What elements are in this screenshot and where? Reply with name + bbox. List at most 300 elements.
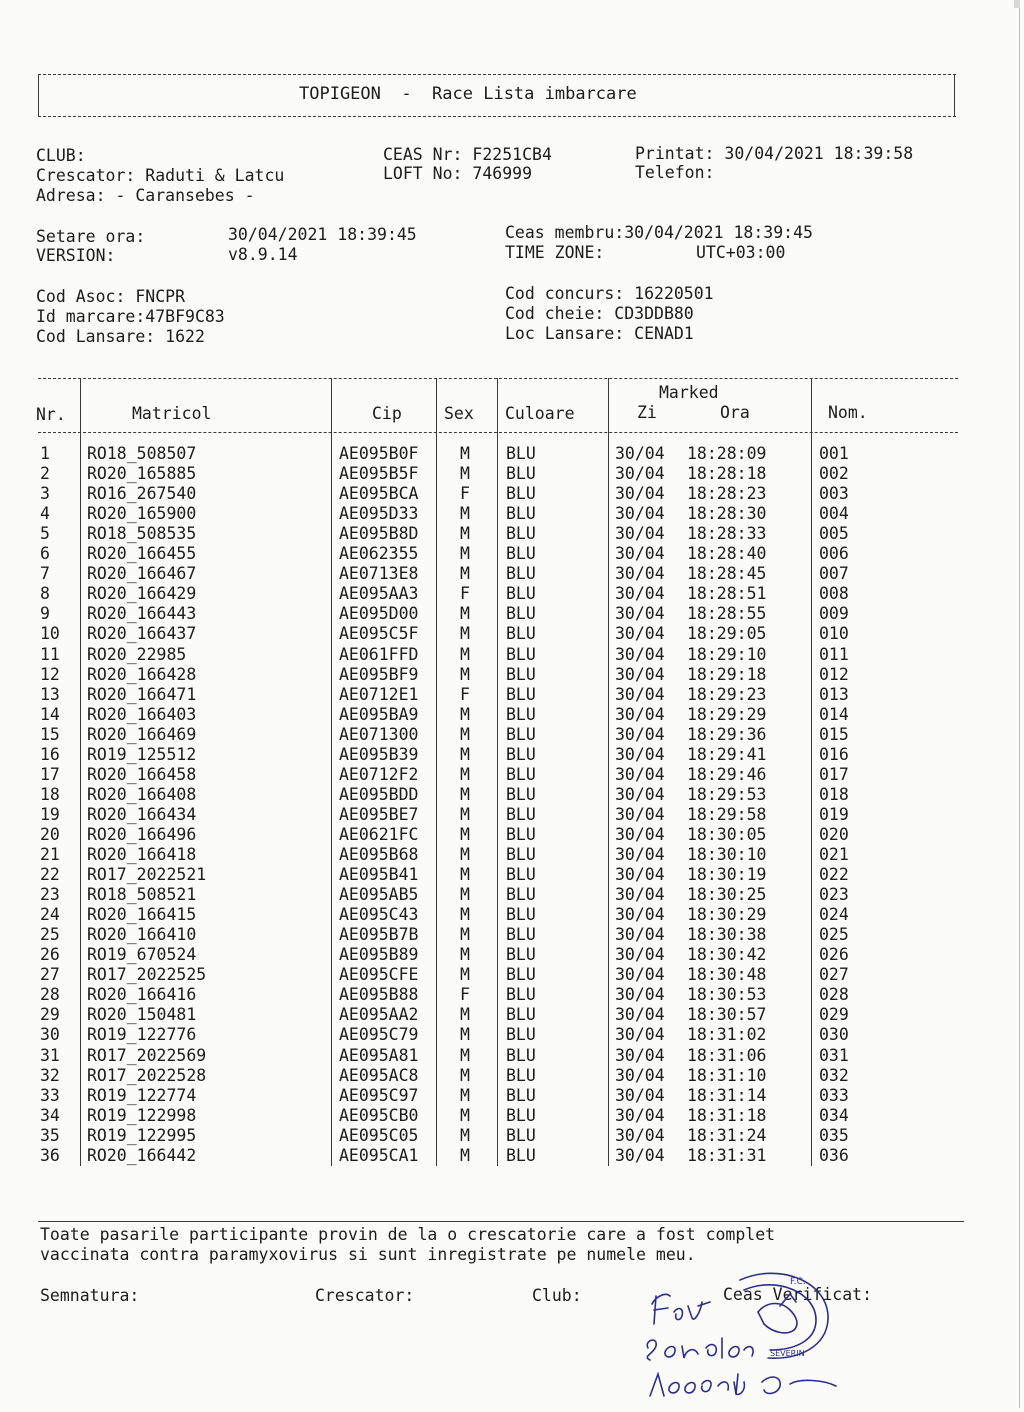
cell-cip: AE095B39 [339,744,419,764]
cell-nom: 032 [819,1065,849,1085]
table-row [0,745,1024,765]
cell-nom: 029 [819,1005,849,1025]
cell-matricol: RO20_166408 [87,784,197,804]
cell-cip: AE095D33 [339,504,419,524]
table-row [0,665,1024,685]
cell-zi: 30/04 [615,1005,665,1025]
cell-nom: 003 [819,484,849,504]
cell-zi: 30/04 [615,624,665,644]
cell-zi: 30/04 [615,1065,665,1085]
cell-cip: AE095BE7 [339,804,419,824]
cell-cip: AE095C5F [339,624,419,644]
cell-matricol: RO20_165885 [87,464,197,484]
cell-zi: 30/04 [615,985,665,1005]
cell-nom: 021 [819,845,849,864]
cell-culoare: BLU [506,764,536,784]
cell-sex: M [460,724,470,744]
cell-ora: 18:31:14 [687,1085,767,1105]
crescator-info: Crescator: Raduti & Latcu [36,166,285,185]
cell-cip: AE095C79 [339,1025,419,1045]
cell-nr: 11 [40,644,60,664]
setare-ora-label: Setare ora: [36,227,146,246]
cell-cip: AE0712F2 [339,764,419,784]
version-label: VERSION: [36,246,116,265]
table-row [0,885,1024,905]
time-zone-label: TIME ZONE: [505,243,605,262]
cell-culoare: BLU [506,624,536,644]
cell-sex: M [460,664,470,684]
cell-ora: 18:29:53 [687,784,767,804]
cell-sex: M [460,865,470,885]
cell-cip: AE095D00 [339,604,419,624]
cell-culoare: BLU [506,1065,536,1085]
cell-matricol: RO20_166458 [87,764,197,784]
cell-ora: 18:31:24 [687,1125,767,1145]
table-row [0,524,1024,544]
club-footer-label: Club: [532,1286,582,1305]
cell-nom: 007 [819,564,849,584]
cell-culoare: BLU [506,644,536,664]
title-frame-top [38,74,956,75]
cell-nr: 35 [40,1125,60,1145]
cell-culoare: BLU [506,1045,536,1065]
cell-ora: 18:29:29 [687,704,767,724]
cell-sex: M [460,804,470,824]
cell-sex: M [460,784,470,804]
cell-matricol: RO20_165900 [87,504,197,524]
cell-matricol: RO17_2022528 [87,1065,207,1085]
cell-sex: M [460,444,470,463]
stamp-seal-fc: F.C. [790,1277,806,1287]
cell-matricol: RO20_166442 [87,1145,197,1165]
cell-ora: 18:29:36 [687,724,767,744]
cod-concurs: Cod concurs: 16220501 [505,284,714,303]
cell-nom: 033 [819,1085,849,1105]
cell-culoare: BLU [506,1145,536,1165]
cell-matricol: RO18_508535 [87,524,197,544]
cell-nom: 012 [819,664,849,684]
cell-matricol: RO17_2022569 [87,1045,207,1065]
cell-ora: 18:29:41 [687,744,767,764]
table-row [0,504,1024,524]
cell-nr: 7 [40,564,50,584]
table-row [0,865,1024,885]
table-row [0,464,1024,484]
cell-nom: 008 [819,584,849,604]
cell-cip: AE095C43 [339,905,419,925]
cell-culoare: BLU [506,804,536,824]
table-row [0,604,1024,624]
cell-culoare: BLU [506,865,536,885]
semnatura-label: Semnatura: [40,1286,140,1305]
cell-nr: 4 [40,504,50,524]
table-row [0,584,1024,604]
cell-sex: M [460,764,470,784]
cell-sex: F [460,584,470,604]
title-frame-right [954,74,955,116]
cell-zi: 30/04 [615,1145,665,1165]
cell-nom: 035 [819,1125,849,1145]
table-row [0,624,1024,644]
cell-nr: 5 [40,524,50,544]
cell-nr: 22 [40,865,60,885]
cell-sex: M [460,464,470,484]
cell-ora: 18:31:02 [687,1025,767,1045]
cell-cip: AE095BF9 [339,664,419,684]
cell-nom: 020 [819,824,849,844]
cell-cip: AE062355 [339,544,419,564]
cell-sex: F [460,684,470,704]
table-row [0,1025,1024,1045]
cell-zi: 30/04 [615,704,665,724]
cell-nr: 36 [40,1145,60,1165]
cell-nr: 14 [40,704,60,724]
cell-zi: 30/04 [615,1025,665,1045]
cell-matricol: RO20_166469 [87,724,197,744]
cell-culoare: BLU [506,1005,536,1025]
cell-nr: 10 [40,624,60,644]
cell-nom: 023 [819,885,849,905]
cell-sex: M [460,604,470,624]
cell-culoare: BLU [506,444,536,463]
verification-stamp [640,1262,860,1408]
cell-ora: 18:30:29 [687,905,767,925]
cell-ora: 18:28:33 [687,524,767,544]
cell-nr: 16 [40,744,60,764]
cell-matricol: RO20_166415 [87,905,197,925]
cell-cip: AE095CFE [339,965,419,985]
cell-cip: AE0713E8 [339,564,419,584]
ceas-nr: CEAS Nr: F2251CB4 [383,145,552,164]
cell-nom: 009 [819,604,849,624]
cod-asoc: Cod Asoc: FNCPR [36,287,186,306]
table-row [0,484,1024,504]
page-title: TOPIGEON - Race Lista imbarcare [299,84,637,104]
table-row [0,1146,1024,1166]
cell-zi: 30/04 [615,724,665,744]
cell-culoare: BLU [506,1085,536,1105]
cell-culoare: BLU [506,524,536,544]
cell-zi: 30/04 [615,1125,665,1145]
cell-nom: 025 [819,925,849,945]
table-row [0,685,1024,705]
table-row [0,725,1024,745]
cell-culoare: BLU [506,544,536,564]
cell-cip: AE095B68 [339,845,419,864]
cell-zi: 30/04 [615,865,665,885]
cell-nom: 015 [819,724,849,744]
cell-cip: AE095AA2 [339,1005,419,1025]
table-row [0,564,1024,584]
cell-ora: 18:29:58 [687,804,767,824]
cell-matricol: RO20_166471 [87,684,197,704]
statement-line-2: vaccinata contra paramyxovirus si sunt inregistrate pe numele meu. [40,1245,696,1264]
footer-rule [38,1221,964,1222]
cell-zi: 30/04 [615,584,665,604]
cell-ora: 18:28:30 [687,504,767,524]
table-row [0,805,1024,825]
cell-cip: AE061FFD [339,644,419,664]
cell-nom: 001 [819,444,849,463]
cell-nom: 006 [819,544,849,564]
cell-matricol: RO20_166467 [87,564,197,584]
cell-nr: 27 [40,965,60,985]
cell-sex: M [460,704,470,724]
cell-zi: 30/04 [615,464,665,484]
cell-ora: 18:28:09 [687,444,767,463]
cell-matricol: RO19_122998 [87,1105,197,1125]
cell-sex: M [460,1025,470,1045]
cell-zi: 30/04 [615,744,665,764]
cell-matricol: RO18_508507 [87,444,197,463]
cell-matricol: RO19_670524 [87,945,197,965]
cell-cip: AE095AC8 [339,1065,419,1085]
table-row [0,985,1024,1005]
cell-culoare: BLU [506,684,536,704]
cell-nom: 027 [819,965,849,985]
cell-nr: 28 [40,985,60,1005]
header-nr: Nr. [36,405,66,424]
table-row [0,1106,1024,1126]
cell-sex: M [460,1105,470,1125]
cell-zi: 30/04 [615,664,665,684]
telefon: Telefon: [635,163,715,182]
cell-nom: 036 [819,1145,849,1165]
cell-sex: M [460,1125,470,1145]
cell-sex: M [460,644,470,664]
cell-culoare: BLU [506,504,536,524]
cell-nom: 024 [819,905,849,925]
cell-matricol: RO17_2022521 [87,865,207,885]
header-culoare: Culoare [505,404,575,423]
cell-sex: M [460,885,470,905]
cell-culoare: BLU [506,724,536,744]
cell-nom: 034 [819,1105,849,1125]
table-row [0,825,1024,845]
cell-zi: 30/04 [615,945,665,965]
cell-sex: F [460,484,470,504]
cell-nom: 013 [819,684,849,704]
cell-nr: 23 [40,885,60,905]
cell-zi: 30/04 [615,604,665,624]
cell-nom: 028 [819,985,849,1005]
cell-nom: 016 [819,744,849,764]
printat: Printat: 30/04/2021 18:39:58 [635,144,914,163]
cell-matricol: RO19_122776 [87,1025,197,1045]
cell-nr: 3 [40,484,50,504]
cell-culoare: BLU [506,464,536,484]
cell-sex: M [460,1145,470,1165]
cell-matricol: RO20_166443 [87,604,197,624]
cell-ora: 18:30:05 [687,824,767,844]
cell-ora: 18:28:51 [687,584,767,604]
cell-nom: 011 [819,644,849,664]
cell-ora: 18:28:18 [687,464,767,484]
cell-sex: M [460,1085,470,1105]
cell-sex: M [460,845,470,864]
cell-sex: M [460,1065,470,1085]
cell-sex: M [460,824,470,844]
cell-ora: 18:28:45 [687,564,767,584]
cell-nom: 005 [819,524,849,544]
cell-nr: 29 [40,1005,60,1025]
cell-matricol: RO19_125512 [87,744,197,764]
cell-ora: 18:28:23 [687,484,767,504]
statement-line-1: Toate pasarile participante provin de la o crescatorie care a fost complet [40,1225,776,1244]
cell-culoare: BLU [506,1105,536,1125]
cell-nom: 030 [819,1025,849,1045]
cell-ora: 18:31:31 [687,1145,767,1165]
cell-nr: 21 [40,845,60,864]
cell-nr: 8 [40,584,50,604]
cell-culoare: BLU [506,664,536,684]
cell-nr: 13 [40,684,60,704]
time-zone-value: UTC+03:00 [696,243,786,262]
header-nom: Nom. [828,403,868,422]
table-top-rule [38,378,958,379]
cell-nr: 34 [40,1105,60,1125]
cell-matricol: RO20_166496 [87,824,197,844]
cell-culoare: BLU [506,564,536,584]
cell-matricol: RO20_166418 [87,845,197,864]
cell-ora: 18:30:57 [687,1005,767,1025]
cell-nom: 014 [819,704,849,724]
scan-mark [1014,0,1020,8]
cell-matricol: RO16_267540 [87,484,197,504]
cell-nr: 6 [40,544,50,564]
cell-cip: AE071300 [339,724,419,744]
table-row [0,1005,1024,1025]
cell-culoare: BLU [506,945,536,965]
cell-nom: 017 [819,764,849,784]
cell-ora: 18:31:18 [687,1105,767,1125]
cell-nr: 20 [40,824,60,844]
table-row [0,705,1024,725]
cell-ora: 18:30:25 [687,885,767,905]
table-row [0,765,1024,785]
cell-zi: 30/04 [615,824,665,844]
cell-zi: 30/04 [615,524,665,544]
cell-ora: 18:30:53 [687,985,767,1005]
title-frame-left [38,74,39,116]
cell-zi: 30/04 [615,845,665,864]
cell-sex: M [460,1005,470,1025]
cell-zi: 30/04 [615,784,665,804]
cell-nr: 30 [40,1025,60,1045]
cell-nr: 17 [40,764,60,784]
cell-matricol: RO20_166428 [87,664,197,684]
header-zi: Zi [637,403,657,422]
cell-nom: 018 [819,784,849,804]
header-matricol: Matricol [132,404,212,423]
cell-zi: 30/04 [615,484,665,504]
cell-nr: 15 [40,724,60,744]
cell-cip: AE0621FC [339,824,419,844]
cell-zi: 30/04 [615,925,665,945]
cell-cip: AE095CB0 [339,1105,419,1125]
cell-sex: M [460,925,470,945]
table-row [0,1126,1024,1146]
header-sex: Sex [444,404,474,423]
cell-ora: 18:29:46 [687,764,767,784]
cell-sex: F [460,985,470,1005]
cell-culoare: BLU [506,604,536,624]
title-frame-bottom [38,116,956,117]
cell-cip: AE095AB5 [339,885,419,905]
cell-ora: 18:29:18 [687,664,767,684]
cell-nom: 004 [819,504,849,524]
cell-ora: 18:30:10 [687,845,767,864]
cell-zi: 30/04 [615,444,665,463]
header-cip: Cip [372,404,402,423]
cell-ora: 18:28:40 [687,544,767,564]
cell-nom: 010 [819,624,849,644]
cell-zi: 30/04 [615,564,665,584]
table-header-rule [38,432,958,433]
cell-matricol: RO19_122774 [87,1085,197,1105]
cell-ora: 18:30:48 [687,965,767,985]
cell-ora: 18:30:38 [687,925,767,945]
cell-zi: 30/04 [615,905,665,925]
cell-matricol: RO19_122995 [87,1125,197,1145]
cell-zi: 30/04 [615,965,665,985]
cell-nr: 18 [40,784,60,804]
cell-ora: 18:29:10 [687,644,767,664]
cell-cip: AE0712E1 [339,684,419,704]
cell-zi: 30/04 [615,684,665,704]
cell-nr: 9 [40,604,50,624]
cell-nr: 24 [40,905,60,925]
cell-culoare: BLU [506,905,536,925]
cell-nr: 12 [40,664,60,684]
cell-nr: 32 [40,1065,60,1085]
cell-culoare: BLU [506,784,536,804]
cell-zi: 30/04 [615,885,665,905]
table-row [0,945,1024,965]
cell-ora: 18:31:06 [687,1045,767,1065]
cell-cip: AE095B89 [339,945,419,965]
cell-matricol: RO20_166403 [87,704,197,724]
cell-culoare: BLU [506,965,536,985]
cell-culoare: BLU [506,824,536,844]
cell-zi: 30/04 [615,764,665,784]
cell-cip: AE095B41 [339,865,419,885]
cell-sex: M [460,965,470,985]
cell-matricol: RO20_166410 [87,925,197,945]
cell-matricol: RO18_508521 [87,885,197,905]
cell-cip: AE095BDD [339,784,419,804]
cell-sex: M [460,945,470,965]
cell-sex: M [460,544,470,564]
cell-ora: 18:28:55 [687,604,767,624]
cell-ora: 18:29:05 [687,624,767,644]
version-value: v8.9.14 [228,245,298,264]
cell-cip: AE095BA9 [339,704,419,724]
table-row [0,1086,1024,1106]
cell-matricol: RO20_166437 [87,624,197,644]
table-row [0,645,1024,665]
cell-matricol: RO20_166429 [87,584,197,604]
loft-no: LOFT No: 746999 [383,164,533,183]
table-row [0,544,1024,564]
cell-ora: 18:31:10 [687,1065,767,1085]
cell-culoare: BLU [506,1025,536,1045]
header-ora: Ora [720,403,750,422]
club-label: CLUB: [36,146,86,165]
cell-cip: AE095B8D [339,524,419,544]
table-row [0,925,1024,945]
stamp-seal-severin: SEVERIN [770,1349,805,1358]
